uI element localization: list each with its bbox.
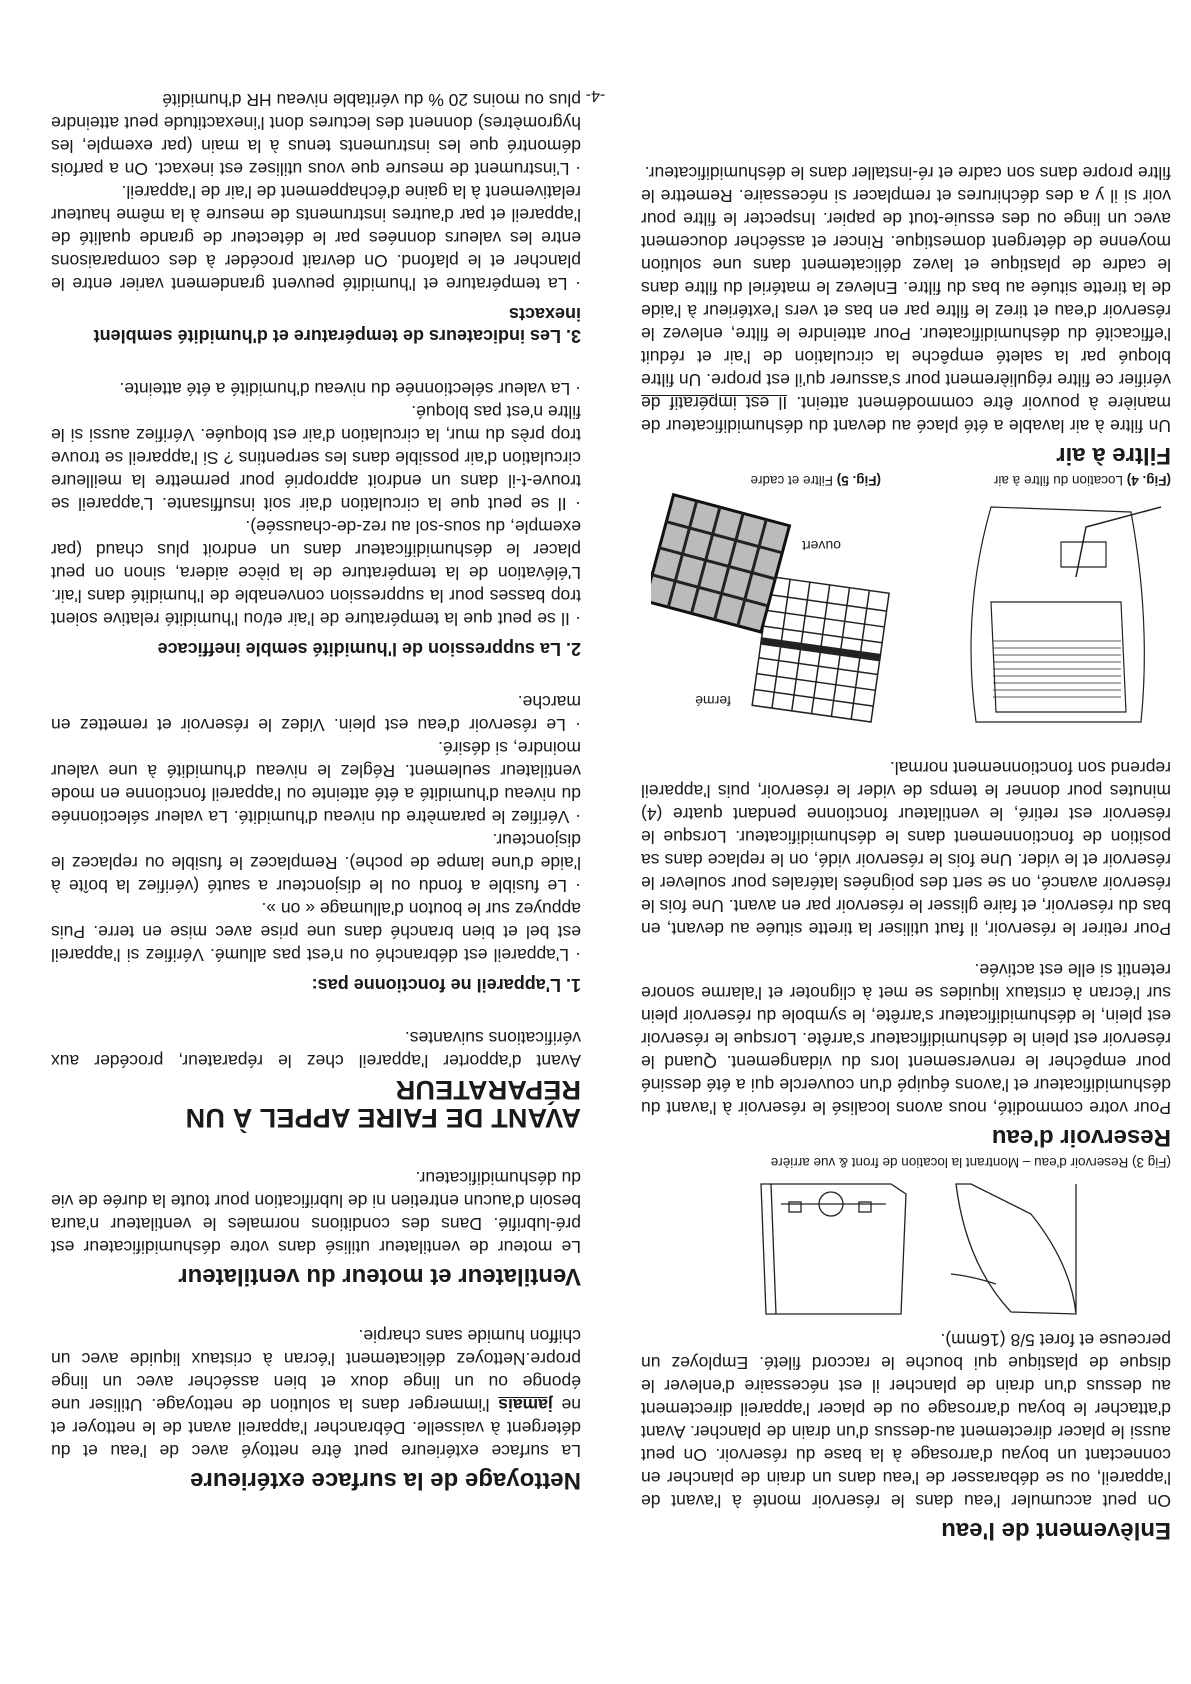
fig3-caption: (Fig 3) Reservoir d'eau – Montrant la location de front & vue arrière xyxy=(770,1155,1171,1170)
left-column xyxy=(641,161,1171,1544)
fan-motor-title: Ventilateur et moteur du ventilateur xyxy=(178,1263,581,1290)
reservoir-illustration xyxy=(651,1174,1171,1324)
troubleshooting-item-1 xyxy=(51,690,581,996)
troubleshooting-title-3: 3. Les indicateurs de température et d'humidité semblent inexacts xyxy=(93,304,581,346)
troubleshooting-bullet: · Il se peut que la circulation d'air soit insuffisante. L'appareil se trouve-t-il dans un endroit approprié pour permettre la meilleure circulation d'air possible dans les serpentins ? Si l'appareil se trouve trop près du mur, la circulation d'air est bloquée. Vérifiez aussi si le filtre n'est pas bloqué. xyxy=(51,402,581,514)
exterior-cleaning-body-a: La surface extérieure peut être nettoyé avec de l'eau et du détergent à vaisselle. Débrancher l'appareil avant de le nettoyer et ne xyxy=(51,1395,581,1461)
troubleshooting-title-1: 1. L'appareil ne fonctionne pas: xyxy=(311,975,581,995)
troubleshooting-item-2 xyxy=(51,377,581,660)
air-filter-body-b: vérifier ce filtre régulièrement pour s'assurer qu'il est propre. Un filtre bloqué par la saleté empêche la circulation de l'air et réduit l'efficacité du déshumidificateur. Pour atteindre le filtre, enlevez le réservoir d'eau et tirez le filtre par en bas et vers l'extérieur à l'aide de la tirette située au bas du filtre. Enlevez le matériel du filtre dans le cadre de plastique et lavez délicatement dans une solution moyenne de détergent domestique. Rincer et assécher doucement avec un linge ou des essuie-tout de papier. Inspecter le filtre pour voir si il y a des déchirures et remplacer si nécessaire. Remettre le filtre propre dans son cadre et ré-installer dans le déshumidificateur. xyxy=(641,163,1171,390)
exterior-cleaning-body-b: l'immerger dans la solution de nettoyage. Utiliser une éponge ou un linge doux et bien assécher avec un linge propre.Nettoyez délicatement l'écran à cristaux liquide avec un chiffon humide sans charpie. xyxy=(50,1326,581,1415)
air-filter-title: Filtre à air xyxy=(1056,442,1171,469)
reservoir-para2: Pour retirer le réservoir, il faut utiliser la tirette située au devant, en bas du réservoir, et faire glisser le réservoir par en avant. Une fois le réservoir avancé, on se sert des poignées latérales pour soulever le réservoir et le vider. Une fois le réservoir vidé, on le replace dans sa position de fonctionnement dans le déshumidificateur. Lorsque le réservoir est retiré, le ventilateur fonctionne pendant quatre (4) minutes pour donner le temps de vider le réservoir, puis l'appareil reprend son fonctionnement normal. xyxy=(641,758,1171,939)
filter-closed-label: fermé xyxy=(695,693,731,709)
troubleshooting-bullet: · L'appareil est débranché ou n'est pas allumé. Vérifiez si l'appareil est bel et bien branché dans une prise avec mise en terre. Puis appuyez sur le bouton d'allumage « on ». xyxy=(51,899,581,965)
before-service-intro: Avant d'apporter l'appareil chez le réparateur, procéder aux vérifications suivantes. xyxy=(51,1028,581,1071)
air-filter-body xyxy=(641,161,1171,437)
water-removal-section xyxy=(641,1328,1171,1544)
right-column xyxy=(51,88,581,1494)
reservoir-figure xyxy=(641,1174,1171,1324)
fig5-text: Filtre et cadre xyxy=(750,473,837,488)
exterior-cleaning-body xyxy=(51,1324,581,1462)
fig5-label: (Fig. 5) xyxy=(836,473,881,488)
reservoir-section xyxy=(641,756,1171,1151)
troubleshooting-bullet: · L'instrument de mesure que vous utilisez est inexact. On a parfois démontré que les instruments tenus à la main (par exemple, les hygromètres) donnent des lectures dont l'inexactitude peut atteindre plus ou moins 20 % du véritable niveau HR d'humidité xyxy=(51,90,581,179)
page-number: -4- xyxy=(585,87,606,104)
troubleshooting-bullet: · Il se peut que la température de l'air et/ou l'humidité relative soient trop basses pour la suppression convenable de l'humidité dans l'air. L'élévation de la température de la pièce aidera, sinon on peut placer le déshumidificateur dans un endroit plus chaud (par exemple, du sous-sol au rez-de-chaussée). xyxy=(51,517,581,629)
before-service-section xyxy=(51,1026,581,1132)
fig4-fig5-caption xyxy=(641,469,1171,492)
exterior-cleaning-section xyxy=(51,1324,581,1494)
fig4-text: Location du filtre à air xyxy=(993,473,1127,488)
air-filter-emphasis: Il est impératif de xyxy=(641,393,788,413)
air-filter-body-a: Un filtre à air lavable a été placé au devant du déshumidificateur de manière à pouvoir être commodément atteint. xyxy=(641,393,1171,436)
troubleshooting-item-3 xyxy=(51,88,581,347)
fan-motor-section xyxy=(51,1166,581,1290)
troubleshooting-bullet: · Le fusible a fondu ou le disjoncteur a sauté (vérifiez la boîte à l'aide d'une lampe de poche). Remplacez le fusible ou replacez le disjoncteur. xyxy=(51,830,581,896)
troubleshooting-bullet: · Le réservoir d'eau est plein. Videz le réservoir et remettez en marche. xyxy=(51,692,581,735)
before-service-title: AVANT DE FAIRE APPEL À UN RÉPARATEUR xyxy=(185,1075,581,1133)
troubleshooting-title-2: 2. La suppression de l'humidité semble inefficace xyxy=(157,639,581,659)
water-removal-body: On peut accumuler l'eau dans le réservoir monté à l'avant de l'appareil, ou se débarasser de l'eau dans un drain de plancher en connectant un boyau d'arrosage à la base du réservoir. On peut aussi le placer directement au-dessus d'un drain de plancher. Avant d'attacher le boyau d'arrosage ou de placer l'appareil directement au dessus d'un drain de plancher il est nécessaire d'enlever le disque de plastique qui bouche le raccord fileté. Employez un perceuse et foret 5/8 (16mm). xyxy=(641,1330,1171,1511)
reservoir-title: Reservoir d'eau xyxy=(991,1124,1171,1151)
troubleshooting-bullet: · La température et l'humidité peuvent grandement varier entre le plancher et le plafond. On devrait procéder à des comparaisons entre les valeurs données par le détecteur de grande qualité de l'appareil et par d'autres instruments de mesure à la même hauteur relativement à la gaine d'échappement de l'air de l'appareil. xyxy=(51,182,581,294)
fig4-label: (Fig. 4) xyxy=(1126,473,1171,488)
troubleshooting-bullet: · La valeur sélectionnée du niveau d'humidité a été atteinte. xyxy=(119,379,581,399)
filter-open-label: ouvert xyxy=(802,538,841,554)
exterior-cleaning-emphasis: jamais xyxy=(498,1395,553,1415)
troubleshooting-bullet: · Vérifiez le paramètre du niveau d'humidité. La valeur sélectionnée du niveau d'humidité a été atteinte ou l'appareil fonctionne en mode ventilateur seulement. Réglez le niveau d'humidité à une valeur moindre, si désiré. xyxy=(51,738,581,827)
air-filter-section xyxy=(641,161,1171,469)
reservoir-para1: Pour votre commodité, nous avons localisé le réservoir à l'avant du déshumidificateur et l'avons équipé d'un couvercle qui a été dessiné pour empêcher le renversement lors du vidangement. Quand le réservoir est plein le déshumidificateur s'arrête. Lorsque le réservoir est plein, le déshumidificateur s'arrête, le symbole du réservoir plein sur l'écran à cristaux liquides se met à clignoter et l'alarme sonore retentit si elle est activée. xyxy=(641,960,1171,1118)
exterior-cleaning-title: Nettoyage de la surface extérieure xyxy=(190,1467,581,1494)
fan-motor-body: Le moteur de ventilateur utilisé dans votre déshumidificateur est pré-lubrifié. Dans des conditions normales le ventilateur n'aura besoin d'aucun entretien ni de lubrification pour toute la durée de vie du déshumidificateur. xyxy=(51,1168,581,1257)
water-removal-title: Enlèvement de l'eau xyxy=(941,1517,1171,1544)
filter-figure xyxy=(641,492,1171,742)
